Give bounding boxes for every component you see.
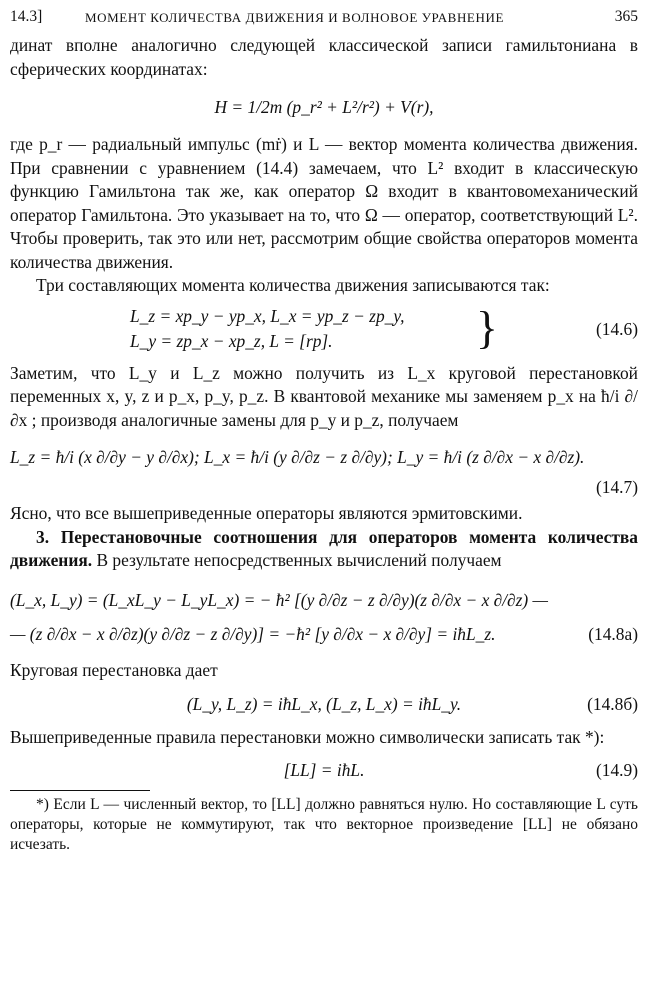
paragraph-cyclic: Заметим, что L_y и L_z можно получить из L_x круговой перестановкой переменных x, y, z и p_x, p_y, p_z. В квантовой механике мы заменяем p_x на ħ/i ∂/∂x ; производя аналогичные замены для p_y и p_z, получаем [10,362,638,430]
equation-14-7-number-line [10,474,638,498]
running-header [10,6,638,32]
equation-14-6-number: (14.6) [595,318,638,339]
footnote: *) Если L — численный вектор, то [LL] должно равняться нулю. Но составляющие L суть операторы, которые не коммутируют, так что векторное произведение [LL] не обязано исчезать. [10,795,638,853]
equation-14-7-text: L_z = ħ/i (x ∂/∂y − y ∂/∂x); L_x = ħ/i (y ∂/∂z − z ∂/∂y); L_y = ħ/i (z ∂/∂x − x ∂/∂z). [10,447,585,467]
equation-14-8b-text: (L_y, L_z) = iħL_x, (L_z, L_x) = iħL_y. [186,694,462,714]
right-brace: } [475,301,498,353]
paragraph-intro: динат вполне аналогично следующей классической записи гамильтониана в сферических координатах: [10,35,638,79]
paragraph-symbolic: Вышеприведенные правила перестановки можно символически записать так *): [10,727,605,747]
equation-14-8a-line1: (L_x, L_y) = (L_xL_y − L_yL_x) = − ħ² [(y ∂/∂z − z ∂/∂y)(z ∂/∂x − x ∂/∂z) — [10,589,549,610]
equation-14-9-text: [LL] = iħL. [283,759,365,780]
running-title: МОМЕНТ КОЛИЧЕСТВА ДВИЖЕНИЯ И ВОЛНОВОЕ УРАВНЕНИЕ [85,10,504,25]
section-number: 14.3] [10,8,43,25]
equation-14-8b [10,690,638,718]
equation-14-8a-line2: — (z ∂/∂x − x ∂/∂z)(y ∂/∂z − z ∂/∂y)] = −ħ² [y ∂/∂x − x ∂/∂y] = iħL_z. [10,623,496,644]
equation-14-7 [10,442,638,472]
equation-14-8a-number: (14.8а) [588,623,638,644]
paragraph-radial-momentum: где p_r — радиальный импульс (mṙ) и L — вектор момента количества движения. При сравнении с уравнением (14.4) замечаем, что L² входит в классическую функцию Гамильтона так же, как оператор Ω входит в квантовомеханический оператор Гамильтона. Это указывает на то, что Ω — оператор, соответствующий L². Чтобы проверить, так это или нет, рассмотрим общие свойства операторов момента количества движения. [10,134,638,272]
equation-14-9 [10,756,638,784]
equation-14-6-line2: L_y = zp_x − xp_z, L = [rp]. [130,330,333,351]
paragraph-hermitian: Ясно, что все вышеприведенные операторы являются эрмитовскими. [10,503,523,523]
equation-14-6 [10,302,638,356]
book-page [10,6,638,855]
equation-14-7-number: (14.7) [595,477,638,497]
section-3-text: В результате непосредственных вычислений получаем [96,550,502,570]
equation-14-9-number: (14.9) [595,759,638,780]
equation-14-8a [10,583,638,651]
paragraph-section-3 [10,526,638,573]
paragraph-components: Три составляющих момента количества движения записываются так: [36,275,550,295]
footnote-rule [10,790,150,791]
section-3-heading: 3. Перестановочные соотношения для операторов момента количества движения. [10,526,638,570]
equation-14-8b-number: (14.8б) [587,694,638,714]
paragraph-cyclic-permutation: Круговая перестановка дает [10,659,218,680]
equation-hamiltonian-text: H = 1/2m (p_r² + L²/r²) + V(r), [214,97,434,117]
page-number: 365 [614,8,638,25]
equation-14-6-line1: L_z = xp_y − yp_x, L_x = yp_z − zp_y, [130,305,405,326]
equation-hamiltonian [10,89,638,125]
